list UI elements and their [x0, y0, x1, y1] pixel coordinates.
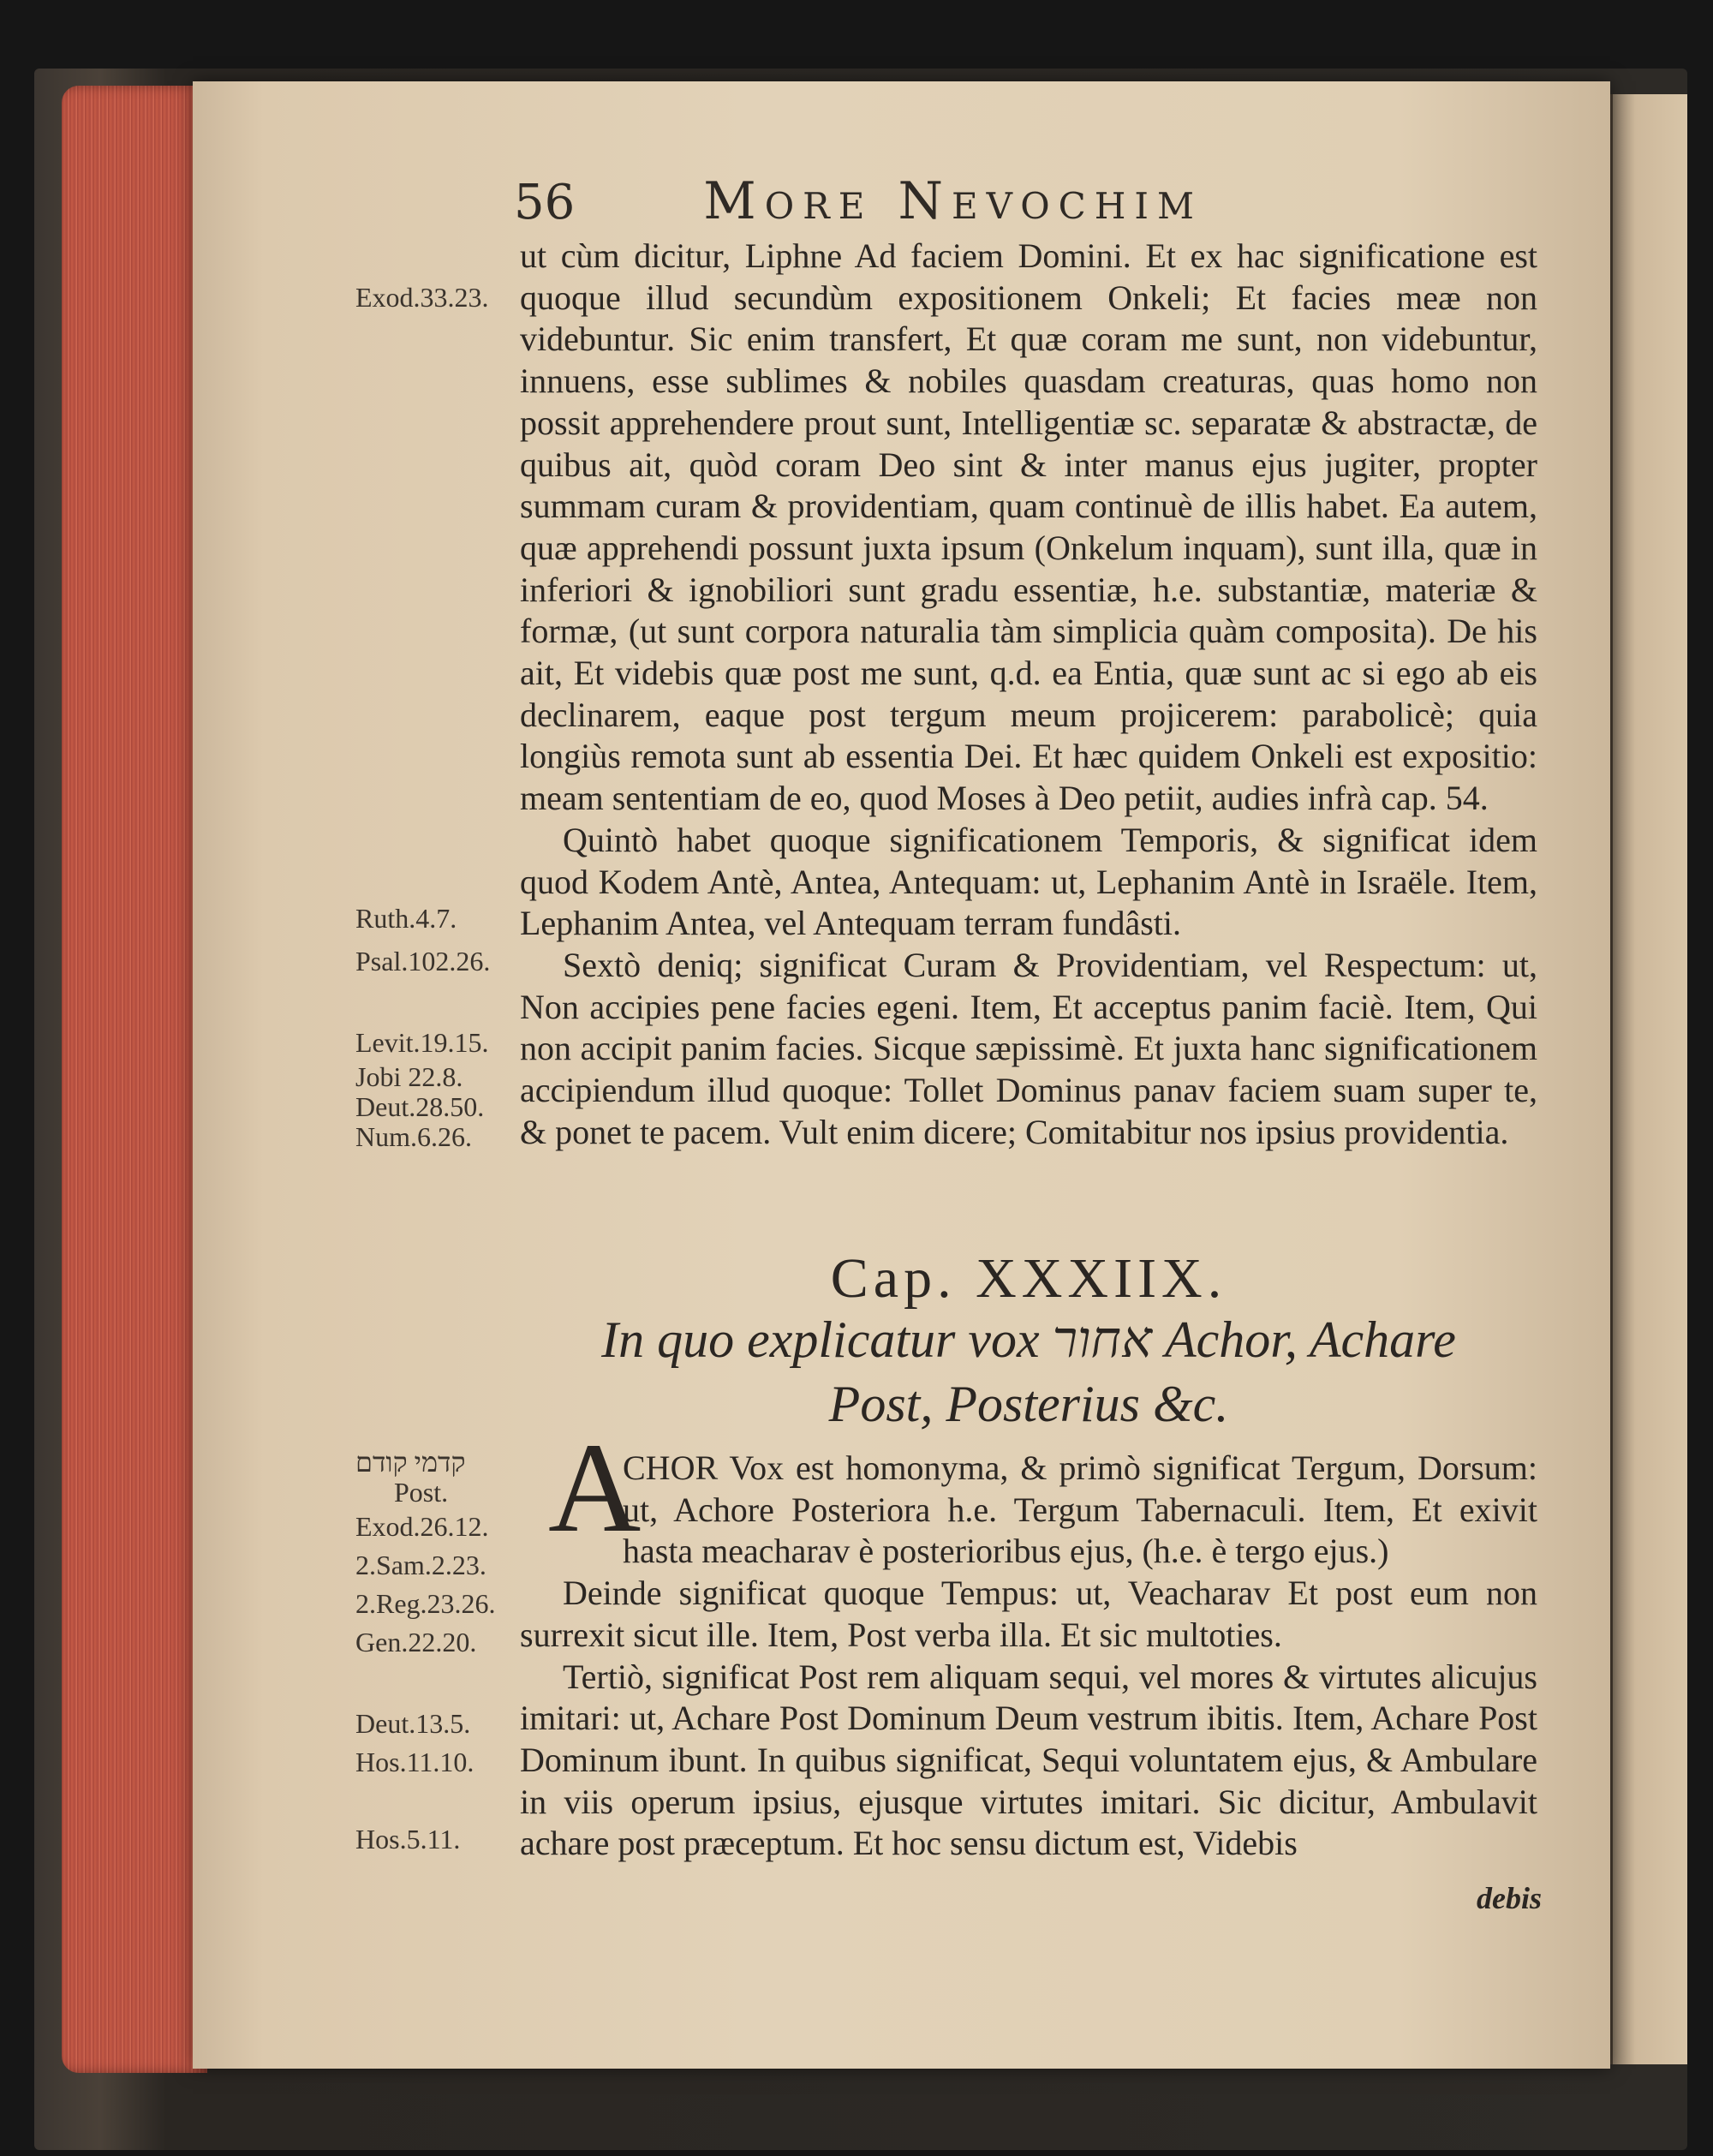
text-block-2 [520, 1448, 1537, 1927]
paragraph: Sextò deniq; significat Curam & Providentiam, vel Respectum: ut, Non accipies pene facies egeni. Item, Et acceptus panim faciè. Item, Qui non accipit panim facies. Sicque sæpissimè. Et juxta hanc significationem accipiendum illud quoque: Tollet Dominus panav faciem suam super te, & ponet te pacem. Vult enim dicere; Comitabitur nos ipsius providentia. [520, 945, 1537, 1151]
chapter-subtitle: In quo explicatur vox אחור Achor, Achare [601, 1311, 1456, 1368]
running-title: More Nevochim [703, 171, 1203, 231]
paragraph: Quintò habet quoque significationem Temporis, & significat idem quod Kodem Antè, Antea, Antequam: ut, Lephanim Antè in Israële. Item, Lephanim Antea, vel Antequam terram fundâsti. [520, 820, 1537, 943]
text-block-1 [520, 236, 1537, 1233]
catchword: debis [1477, 1881, 1542, 1915]
margin-note: Hos.11.10. [355, 1747, 475, 1777]
facing-page [1610, 94, 1687, 2064]
margin-note: 2.Sam.2.23. [355, 1550, 486, 1580]
margin-note: Ruth.4.7. [355, 903, 457, 934]
margin-note: Exod.26.12. [355, 1511, 489, 1542]
page-edges [62, 86, 207, 2073]
paragraph: CHOR Vox est homonyma, & primò significat Tergum, Dorsum: ut, Achore Posteriora h.e. Tergum Tabernaculi. Item, Et exivit hasta meacharav è posterioribus ejus, (h.e. è tergo ejus.) [623, 1448, 1537, 1571]
margin-note: Post. [394, 1477, 449, 1508]
margin-note: קדמי קודם [355, 1447, 466, 1478]
paragraph: ut cùm dicitur, Liphne Ad faciem Domini. Et ex hac significatione est quoque illud secundùm expositionem Onkeli; Et facies meæ non videbuntur. Sic enim transfert, Et quæ coram me sunt, non videbuntur, innuens, esse sublimes & nobiles quasdam creaturas, quas homo non possit apprehendere prout sunt, Intelligentiæ sc. separatæ & abstractæ, de quibus ait, quòd coram Deo sint & inter manus ejus jugiter, propter summam curam & providentiam, quam continuè de illis habet. Ea autem, quæ apprehendi possunt juxta ipsum (Onkelum inquam), sunt illa, quæ in inferiori & ignobiliori sunt gradu essentiæ, h.e. substantiæ, materiæ & formæ, (ut sunt corpora naturalia tàm simplicia quàm composita). De his ait, Et videbis quæ post me sunt, q.d. ea Entia, quæ sunt ac si ego ab eis declinarem, eaque post tergum meum projicerem: parabolicè; quia longiùs remota sunt ab essentia Dei. Et hæc quidem Onkeli est expositio: meam sententiam de eo, quod Moses à Deo petiit, audies infrà cap. 54. [520, 236, 1537, 818]
margin-note: Hos.5.11. [355, 1824, 461, 1854]
paragraph: Deinde significat quoque Tempus: ut, Veacharav Et post eum non surrexit sicut ille. Item, Post verba illa. Et sic multoties. [520, 1574, 1537, 1654]
margin-note: Gen.22.20. [355, 1627, 477, 1657]
chapter-heading: Cap. XXXIIX. [830, 1247, 1227, 1310]
margin-note: Deut.28.50. [355, 1091, 485, 1122]
margin-note: Num.6.26. [355, 1121, 472, 1152]
page-number: 56 [514, 175, 576, 230]
margin-note: Psal.102.26. [355, 946, 491, 976]
margin-note: Levit.19.15. [355, 1027, 489, 1058]
margin-note: 2.Reg.23.26. [355, 1588, 496, 1619]
drop-cap: A [548, 1417, 642, 1559]
paragraph: Tertiò, significat Post rem aliquam sequi, vel mores & virtutes alicujus imitari: ut, Achare Post Dominum Deum vestrum ibitis. Item, Achare Post Dominum ibunt. In quibus significat, Sequi voluntatem ejus, & Ambulare in viis operum ipsius, ejusque virtutes imitari. Sic dicitur, Ambulavit achare post præceptum. Et hoc sensu dictum est, Videbis [520, 1657, 1537, 1863]
chapter-subtitle: Post, Posterius &c. [828, 1376, 1229, 1432]
margin-note: Exod.33.23. [355, 282, 489, 313]
margin-note: Deut.13.5. [355, 1708, 471, 1739]
margin-note: Jobi 22.8. [355, 1061, 463, 1092]
